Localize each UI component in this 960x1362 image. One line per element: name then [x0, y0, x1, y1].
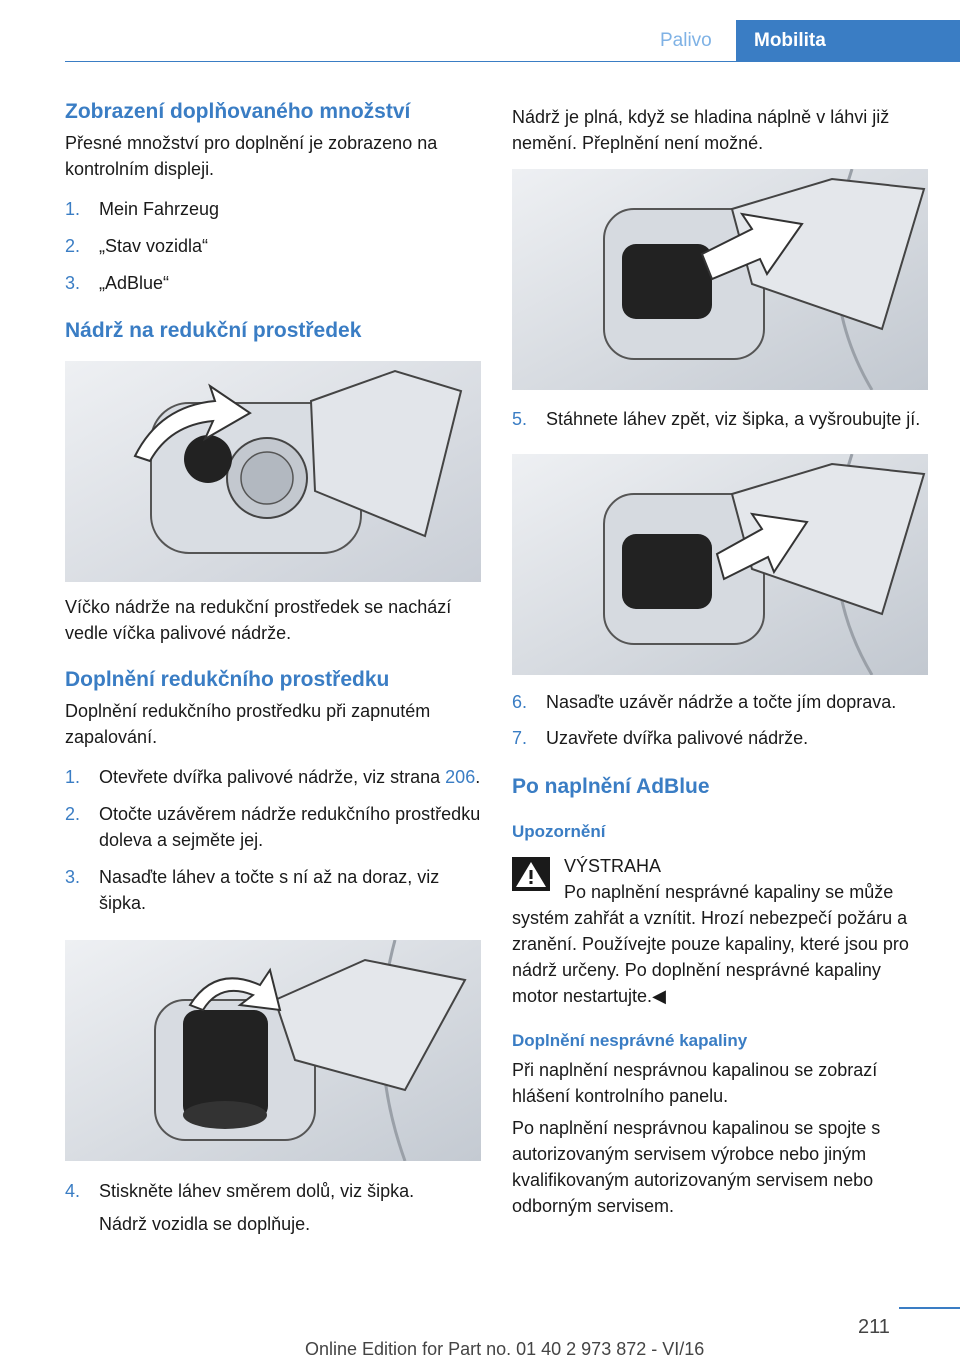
tank-location-text: Víčko nádrže na redukční prostředek se nachází vedle víčka palivové nádrže. — [65, 597, 452, 643]
refill-text: Doplnění redukčního prostředku při zapnutém zapalování. — [65, 701, 431, 747]
list-item: 1. Otevřete dvířka palivové nádrže, viz strana 206. — [65, 767, 481, 787]
page-number: 211 — [858, 1316, 890, 1338]
heading-wrong-fluid: Doplnění nesprávné kapaliny — [512, 1031, 748, 1050]
display-amount-text: Přesné množství pro doplnění je zobrazeno na kontrolním displeji. — [65, 133, 438, 179]
heading-note: Upozornění — [512, 822, 606, 841]
list-item: 4. Stiskněte láhev směrem dolů, viz šipka. — [65, 1181, 415, 1201]
menu-steps-list — [65, 196, 481, 296]
wrong-fluid-text-1: Při naplnění nesprávnou kapalinou se zobrazí hlášení kontrolního panelu. — [512, 1060, 878, 1106]
left-column — [65, 100, 481, 1237]
list-item: 3. „AdBlue“ — [65, 273, 170, 293]
tank-full-text: Nádrž je plná, když se hladina náplně v láhvi již nemění. Přeplnění není možné. — [512, 107, 890, 153]
close-steps-list — [512, 689, 928, 751]
footer-rule — [899, 1307, 960, 1309]
refill-steps-list — [65, 764, 481, 916]
list-item: 2. Otočte uzávěrem nádrže redukčního prostředku doleva a sejměte jej. — [65, 804, 481, 850]
warning-icon — [512, 857, 550, 891]
warning-box — [512, 853, 928, 1009]
list-item: 7. Uzavřete dvířka palivové nádrže. — [512, 728, 809, 748]
list-item: 1. Mein Fahrzeug — [65, 199, 220, 219]
heading-after-fill: Po naplnění AdBlue — [512, 775, 710, 798]
tab-mobilita[interactable]: Mobilita — [736, 20, 960, 62]
tank-filling-text: Nádrž vozidla se doplňuje. — [99, 1214, 311, 1234]
right-column — [512, 104, 928, 1219]
heading-display-amount: Zobrazení doplňovaného množství — [65, 100, 411, 123]
warning-text: Po naplnění nesprávné kapaliny se může systém zahřát a vznítit. Hrozí nebezpečí požáru a zranění. Používejte pouze kapaliny, které jsou pro nádrž určeny. Po doplnění nesprávné kapaliny motor nestartujte.◀ — [512, 882, 909, 1006]
list-item: 5. Stáhnete láhev zpět, viz šipka, a vyšroubujte jí. — [512, 409, 921, 429]
page-header — [0, 0, 960, 62]
list-item: 3. Nasaďte láhev a točte s ní až na doraz, viz šipka. — [65, 867, 440, 913]
list-item: 2. „Stav vozidla“ — [65, 236, 209, 256]
heading-tank: Nádrž na redukční prostředek — [65, 319, 362, 342]
bottle-remove-illustration — [512, 454, 928, 675]
push-step-list — [65, 1178, 481, 1204]
tank-cap-illustration — [65, 361, 481, 582]
heading-refill: Doplnění redukčního prostředku — [65, 668, 390, 691]
tab-palivo[interactable]: Palivo — [660, 30, 712, 51]
edition-footer: Online Edition for Part no. 01 40 2 973 872 - VI/16 — [305, 1339, 705, 1359]
warning-title: VÝSTRAHA — [564, 856, 662, 876]
list-item: 6. Nasaďte uzávěr nádrže a točte jím doprava. — [512, 692, 897, 712]
remove-step-list — [512, 406, 928, 432]
bottle-full-illustration — [512, 169, 928, 390]
wrong-fluid-text-2: Po naplnění nesprávnou kapalinou se spojte s autorizovaným servisem výrobce nebo jiným kvalifikovaným autorizovaným servisem nebo odborným servisem. — [512, 1118, 881, 1216]
bottle-insert-illustration — [65, 940, 481, 1161]
page-link[interactable]: 206 — [445, 767, 476, 787]
